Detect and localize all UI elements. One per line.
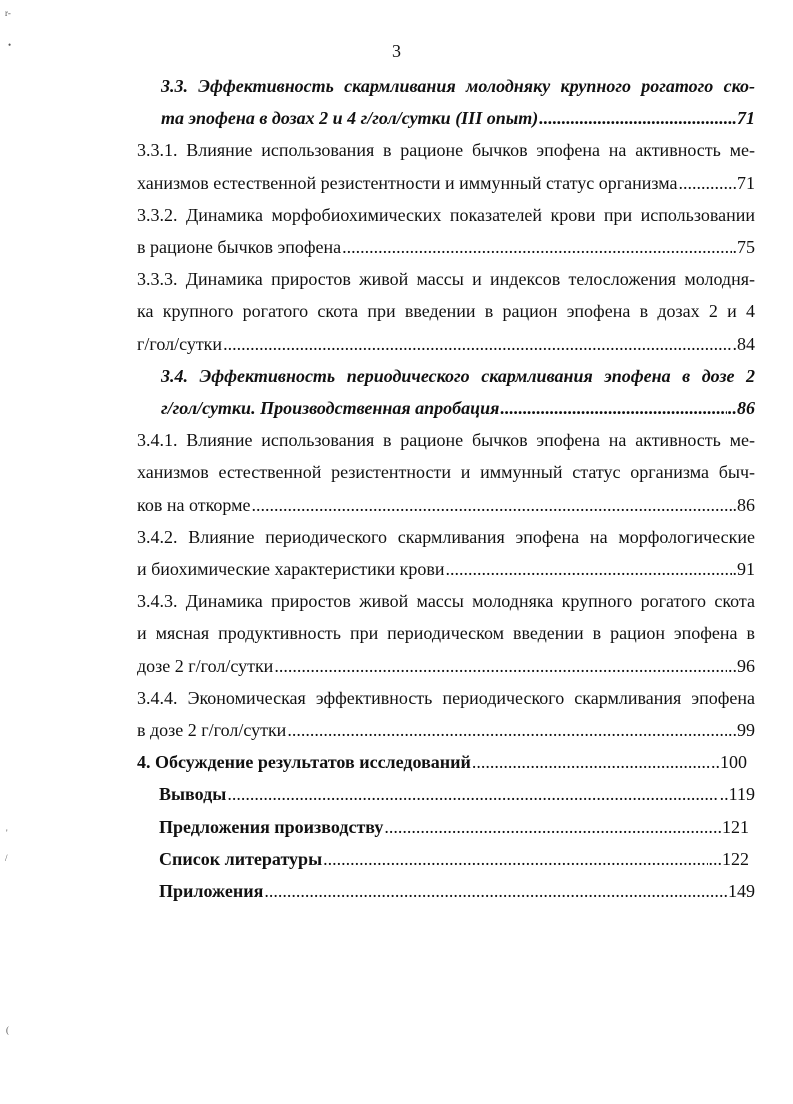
toc-line: ка крупного рогатого скота при введении в рацион эпофена в дозах 2 и 4 (137, 301, 755, 322)
toc-page: ..121 (713, 816, 749, 837)
toc-section-3-3-1 (137, 134, 755, 198)
toc-title-end: в рационе бычков эпофена (137, 237, 342, 258)
dot-leader (252, 489, 732, 521)
toc-page: ..119 (719, 784, 755, 805)
toc-line: 3.4. Эффективность периодического скармливания эпофена в дозе 2 (161, 365, 755, 386)
dot-leader (679, 167, 732, 199)
toc-line: 3.4.1. Влияние использования в рационе бычков эпофена на активность ме- (137, 430, 755, 451)
toc-appendices (137, 875, 755, 907)
dot-leader (323, 843, 707, 875)
dot-leader (223, 328, 731, 360)
dot-leader (500, 392, 727, 424)
toc-page: ..100 (711, 752, 747, 773)
dot-leader (227, 778, 718, 810)
toc-page: .84 (732, 333, 755, 354)
toc-references (137, 843, 755, 875)
scan-mark-top: r- (5, 8, 11, 18)
dot-leader (445, 553, 731, 585)
table-of-contents (137, 70, 755, 907)
toc-title-end: в дозе 2 г/гол/сутки (137, 720, 287, 741)
toc-page: ..86 (728, 398, 755, 419)
toc-page: ..99 (728, 720, 755, 741)
toc-title-end: Приложения (159, 881, 264, 902)
toc-section-3-4-1 (137, 424, 755, 521)
toc-page: .91 (732, 559, 755, 580)
toc-title-end: и биохимические характеристики крови (137, 559, 445, 580)
toc-line: 3.3. Эффективность скармливания молодняку крупного рогатого ско- (161, 76, 755, 96)
dot-leader (384, 811, 712, 843)
toc-page: ...122 (708, 848, 749, 869)
toc-title-end: Предложения производству (159, 816, 384, 837)
toc-title-end: Список литературы (159, 848, 323, 869)
toc-line: 3.3.3. Динамика приростов живой массы и индексов телосложения молодня- (137, 269, 755, 290)
toc-page: .75 (732, 237, 755, 258)
toc-page: .71 (732, 108, 755, 129)
dot-leader (287, 714, 727, 746)
toc-title-end: г/гол/сутки (137, 333, 223, 354)
page-number: 3 (392, 41, 401, 61)
dot-leader (539, 102, 731, 134)
toc-line: и мясная продуктивность при периодическом введении в рацион эпофена в (137, 623, 755, 644)
toc-section-3-4-2 (137, 521, 755, 585)
dot-leader (274, 650, 727, 682)
toc-page: ..96 (728, 655, 755, 676)
toc-section-3-4 (137, 360, 755, 424)
toc-line: 3.4.2. Влияние периодического скармливания эпофена на морфологические (137, 526, 755, 547)
toc-section-3-4-3 (137, 585, 755, 682)
toc-section-3-3 (137, 70, 755, 134)
toc-chapter-4 (137, 746, 755, 778)
toc-title-end: та эпофена в дозах 2 и 4 г/гол/сутки (III опыт) (161, 108, 539, 129)
toc-title-end: 4. Обсуждение результатов исследований (137, 752, 471, 773)
toc-title-end: ков на откорме (137, 494, 251, 515)
toc-line: ханизмов естественной резистентности и иммунный статус организма быч- (137, 462, 755, 483)
scan-mark-left-2: / (5, 853, 8, 863)
toc-line: 3.3.1. Влияние использования в рационе бычков эпофена на активность ме- (137, 140, 755, 161)
toc-line: 3.4.3. Динамика приростов живой массы молодняка крупного рогатого скота (137, 591, 755, 612)
dot-leader (264, 875, 718, 907)
toc-section-3-3-3 (137, 263, 755, 360)
toc-section-3-4-4 (137, 682, 755, 746)
toc-title-end: ханизмов естественной резистентности и иммунный статус организма (137, 172, 678, 193)
toc-page: .86 (732, 494, 755, 515)
toc-title-end: Выводы (159, 784, 227, 805)
toc-title-end: г/гол/сутки. Производственная апробация (161, 398, 500, 419)
toc-conclusions (137, 778, 755, 810)
toc-proposals (137, 811, 755, 843)
toc-line: 3.4.4. Экономическая эффективность периодического скармливания эпофена (137, 687, 755, 708)
toc-section-3-3-2 (137, 199, 755, 263)
toc-line: 3.3.2. Динамика морфобиохимических показателей крови при использовании (137, 204, 755, 225)
toc-page: ..149 (719, 881, 755, 902)
scan-mark-left-1: ' (6, 828, 8, 838)
scan-mark-left-3: ( (6, 1025, 9, 1035)
toc-page: .71 (732, 172, 755, 193)
scan-mark-dot: • (8, 40, 12, 50)
toc-title-end: дозе 2 г/гол/сутки (137, 655, 274, 676)
dot-leader (472, 746, 710, 778)
dot-leader (342, 231, 731, 263)
